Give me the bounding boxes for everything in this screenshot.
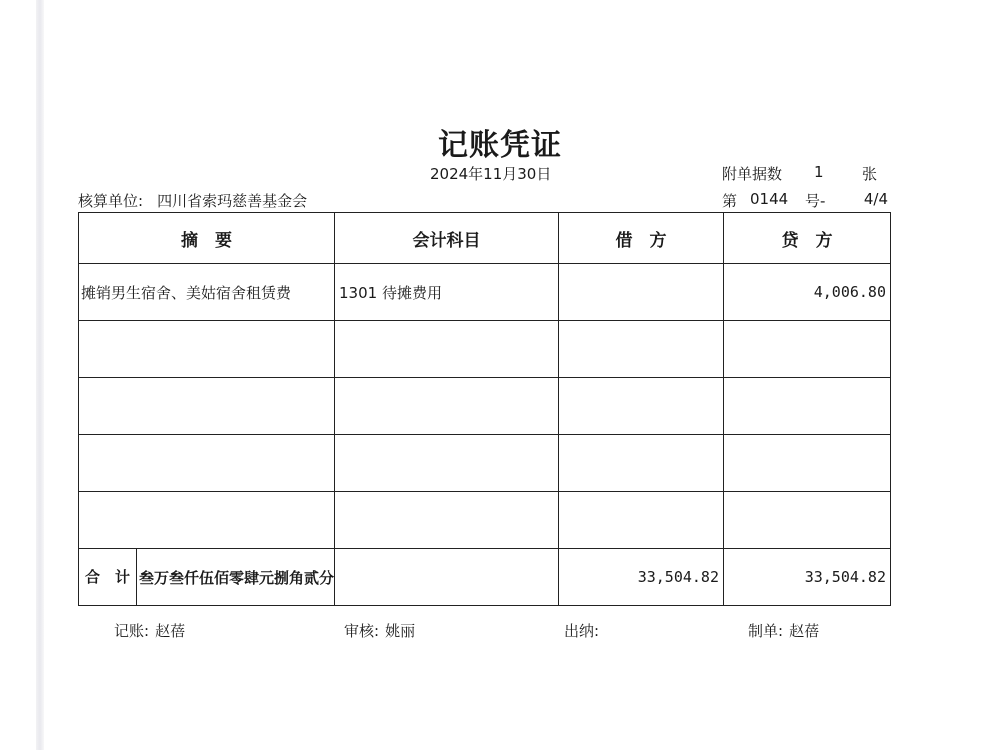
row-summary xyxy=(79,378,335,435)
row-debit xyxy=(559,492,724,549)
row-account xyxy=(335,378,559,435)
reviewer-label: 审核: xyxy=(344,622,380,640)
total-credit: 33,504.82 xyxy=(724,549,891,606)
total-cell xyxy=(79,549,335,606)
row-debit xyxy=(559,321,724,378)
voucher-number xyxy=(722,190,892,211)
row-credit xyxy=(724,435,891,492)
voucher-number-suffix: 号- xyxy=(805,192,826,210)
voucher-page: 4/4 xyxy=(863,190,888,208)
row-account xyxy=(335,321,559,378)
voucher-number-prefix: 第 xyxy=(722,192,738,210)
row-credit xyxy=(724,378,891,435)
reviewer-name: 姚丽 xyxy=(385,622,416,640)
row-account xyxy=(335,492,559,549)
table-header-row xyxy=(79,213,891,264)
row-credit xyxy=(724,492,891,549)
accounting-unit-name: 四川省索玛慈善基金会 xyxy=(157,192,308,210)
row-credit xyxy=(724,321,891,378)
header-account: 会计科目 xyxy=(335,213,559,264)
bookkeeper xyxy=(114,620,185,641)
row-summary xyxy=(79,492,335,549)
total-account-blank xyxy=(335,549,559,606)
bookkeeper-name: 赵蓓 xyxy=(155,622,186,640)
row-credit: 4,006.80 xyxy=(724,264,891,321)
voucher-table xyxy=(78,212,891,606)
accounting-unit xyxy=(78,190,307,211)
voucher-date: 2024年11月30日 xyxy=(430,165,552,183)
row-debit xyxy=(559,378,724,435)
header-credit: 贷 方 xyxy=(724,213,891,264)
voucher-title: 记账凭证 xyxy=(438,128,562,163)
header-debit: 借 方 xyxy=(559,213,724,264)
row-account: 1301 待摊费用 xyxy=(335,264,559,321)
reviewer xyxy=(344,620,415,641)
table-row xyxy=(79,492,891,549)
bookkeeper-label: 记账: xyxy=(114,622,150,640)
row-summary xyxy=(79,435,335,492)
signature-footer xyxy=(0,620,1000,644)
voucher-number-value: 0144 xyxy=(750,190,789,208)
row-debit xyxy=(559,264,724,321)
row-debit xyxy=(559,435,724,492)
row-summary: 摊销男生宿舍、美姑宿舍租赁费 xyxy=(79,264,335,321)
attachments-label: 附单据数 xyxy=(722,165,783,183)
table-row xyxy=(79,435,891,492)
accounting-unit-label: 核算单位: xyxy=(78,192,144,210)
attachments-value: 1 xyxy=(814,163,824,181)
table-row xyxy=(79,378,891,435)
table-row xyxy=(79,264,891,321)
attachments-unit: 张 xyxy=(862,165,878,183)
total-amount-in-words: 叁万叁仟伍佰零肆元捌角贰分 xyxy=(138,568,334,587)
total-label: 合 计 xyxy=(79,549,137,605)
preparer xyxy=(748,620,819,641)
row-summary xyxy=(79,321,335,378)
attachments-count xyxy=(722,163,892,184)
cashier xyxy=(564,620,605,641)
row-account xyxy=(335,435,559,492)
preparer-name: 赵蓓 xyxy=(789,622,820,640)
table-row xyxy=(79,321,891,378)
total-debit: 33,504.82 xyxy=(559,549,724,606)
preparer-label: 制单: xyxy=(748,622,784,640)
cashier-label: 出纳: xyxy=(564,622,600,640)
total-row xyxy=(79,549,891,606)
header-summary: 摘 要 xyxy=(79,213,335,264)
